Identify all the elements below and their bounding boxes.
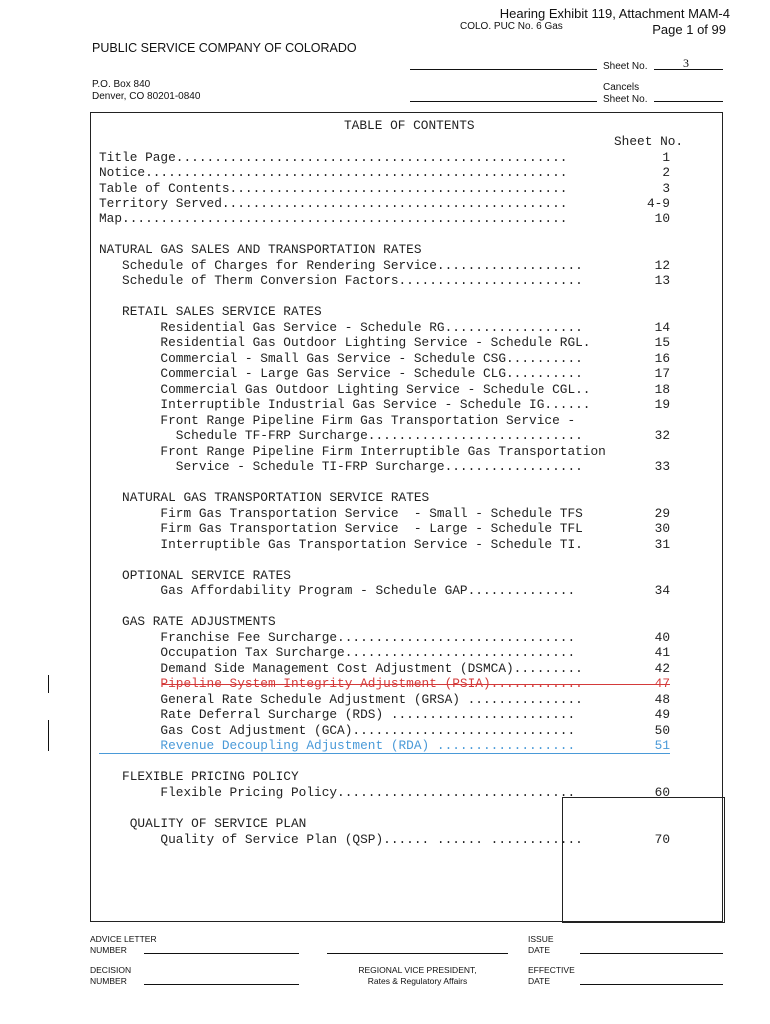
toc-entry-sheet-number: 70 [654,832,670,847]
cancels-sheet-value-rule [654,101,723,102]
toc-entry-sheet-number: 60 [654,785,670,800]
toc-entry-title: Schedule of Therm Conversion Factors........................ [99,273,583,288]
toc-entry-title: Commercial - Large Gas Service - Schedule CLG.......... [99,366,583,381]
issue-date-rule [580,953,723,954]
toc-entry-title: Residential Gas Service - Schedule RG.................. [99,320,583,335]
cancels-rule [410,101,597,102]
toc-entry-title: Occupation Tax Surcharge.............................. [99,645,576,660]
toc-entry-sheet-number: 12 [654,258,670,273]
strikethrough-line [162,684,670,685]
toc-entry-sheet-number: 41 [654,645,670,660]
toc-entry-title: OPTIONAL SERVICE RATES [99,568,291,583]
insertion-underline [99,753,670,754]
toc-entry-sheet-number: 18 [654,382,670,397]
toc-entry-title: Demand Side Management Cost Adjustment (DSMCA)......... [99,661,583,676]
toc-entry-title: Firm Gas Transportation Service - Small - Schedule TFS [99,506,583,521]
puc-tariff-number: COLO. PUC No. 6 Gas [460,21,563,32]
effective-date-rule [580,984,723,985]
toc-entry-title: Schedule TF-FRP Surcharge............................ [99,428,583,443]
toc-entry-sheet-number: 40 [654,630,670,645]
sheet-no-header: Sheet No. [614,134,684,149]
toc-entry-sheet-number: 14 [654,320,670,335]
toc-entry-title: Territory Served............................................. [99,196,568,211]
toc-entry-sheet-number: 1 [662,150,670,165]
toc-entry-title: General Rate Schedule Adjustment (GRSA) ............... [99,692,583,707]
issue-date-label: ISSUE DATE [528,934,554,955]
sheet-number-value: 3 [683,56,689,70]
toc-entry-title: Flexible Pricing Policy............................... [99,785,576,800]
toc-entry-sheet-number: 48 [654,692,670,707]
advice-letter-label: ADVICE LETTER NUMBER [90,934,157,955]
exhibit-title: Hearing Exhibit 119, Attachment MAM-4 [499,6,730,21]
toc-entry-title: Table of Contents............................................ [99,181,568,196]
revision-change-bar [48,675,49,693]
toc-entry-sheet-number: 2 [662,165,670,180]
toc-entry-title: Quality of Service Plan (QSP)...... ...... ............ [99,832,583,847]
toc-entry-sheet-number: 42 [654,661,670,676]
toc-entry-sheet-number: 17 [654,366,670,381]
toc-entry-sheet-number: 29 [654,506,670,521]
toc-entry-sheet-number: 15 [654,335,670,350]
toc-entry-title: Commercial - Small Gas Service - Schedule CSG.......... [99,351,583,366]
toc-entry-title: Map.......................................................... [99,211,568,226]
page-number: Page 1 of 99 [652,22,726,37]
decision-number-rule [144,984,299,985]
toc-entry-sheet-number: 33 [654,459,670,474]
toc-entry-title: NATURAL GAS TRANSPORTATION SERVICE RATES [99,490,430,505]
address-line-2: Denver, CO 80201-0840 [92,91,201,102]
toc-entry-sheet-number: 30 [654,521,670,536]
company-name: PUBLIC SERVICE COMPANY OF COLORADO [92,41,357,55]
toc-entry-title: Notice....................................................... [99,165,568,180]
toc-entry-title: Pipeline System Integrity Adjustment (PSIA)............ [99,676,583,691]
toc-entry-sheet-number: 3 [662,181,670,196]
decision-number-label: DECISION NUMBER [90,965,132,986]
cancels-label: Cancels [603,82,640,93]
toc-entry-title: GAS RATE ADJUSTMENTS [99,614,276,629]
toc-entry-title: Franchise Fee Surcharge............................... [99,630,576,645]
cancels-sheet-label: Sheet No. [603,94,648,105]
toc-entry-title: Gas Affordability Program - Schedule GAP.............. [99,583,576,598]
regional-vp-title: REGIONAL VICE PRESIDENT, Rates & Regulatory Affairs [358,965,477,986]
toc-entry-title: Commercial Gas Outdoor Lighting Service - Schedule CGL.. [99,382,591,397]
toc-entry-title: Firm Gas Transportation Service - Large - Schedule TFL [99,521,583,536]
toc-entry-title: Revenue Decoupling Adjustment (RDA) .................. [99,738,576,753]
toc-entry-sheet-number: 34 [654,583,670,598]
stamp-box [562,797,725,923]
toc-entry-sheet-number: 47 [654,676,670,691]
toc-entry-sheet-number: 4-9 [646,196,670,211]
toc-entry-title: Title Page................................................... [99,150,568,165]
toc-entry-title: QUALITY OF SERVICE PLAN [99,816,307,831]
toc-entry-title: Front Range Pipeline Firm Interruptible Gas Transportation [99,444,606,459]
effective-date-label: EFFECTIVE DATE [528,965,575,986]
toc-entry-sheet-number: 31 [654,537,670,552]
toc-entry-sheet-number: 10 [654,211,670,226]
toc-entry-title: Front Range Pipeline Firm Gas Transportation Service - [99,413,576,428]
sheet-number-rule [410,69,597,70]
signature-rule [327,953,508,954]
toc-entry-title: Gas Cost Adjustment (GCA)............................. [99,723,576,738]
sheet-number-value-rule [654,69,723,70]
sheet-number-label: Sheet No. [603,61,648,72]
toc-entry-title: Rate Deferral Surcharge (RDS) ........................ [99,707,576,722]
revision-change-bar [48,720,49,751]
toc-entry-sheet-number: 50 [654,723,670,738]
toc-entry-title: Service - Schedule TI-FRP Surcharge.................. [99,459,583,474]
advice-letter-rule [144,953,299,954]
toc-entry-title: RETAIL SALES SERVICE RATES [99,304,322,319]
toc-entry-title: Interruptible Industrial Gas Service - Schedule IG...... [99,397,591,412]
toc-entry-title: NATURAL GAS SALES AND TRANSPORTATION RATES [99,242,422,257]
toc-entry-sheet-number: 16 [654,351,670,366]
toc-title: TABLE OF CONTENTS [344,118,475,133]
toc-entry-sheet-number: 32 [654,428,670,443]
address-line-1: P.O. Box 840 [92,79,151,90]
toc-entry-sheet-number: 13 [654,273,670,288]
toc-entry-title: Schedule of Charges for Rendering Service................... [99,258,583,273]
toc-entry-sheet-number: 19 [654,397,670,412]
toc-entry-title: FLEXIBLE PRICING POLICY [99,769,299,784]
toc-entry-sheet-number: 49 [654,707,670,722]
toc-entry-title: Residential Gas Outdoor Lighting Service - Schedule RGL. [99,335,591,350]
toc-entry-sheet-number: 51 [654,738,670,753]
toc-entry-title: Interruptible Gas Transportation Service - Schedule TI. [99,537,583,552]
